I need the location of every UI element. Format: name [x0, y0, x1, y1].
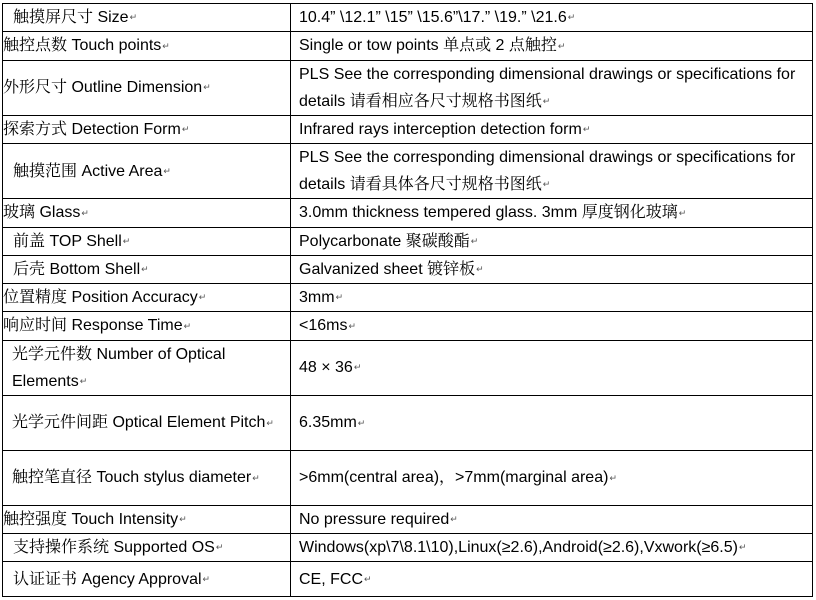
row-value: <16ms	[299, 317, 348, 335]
row-label-cell	[3, 340, 291, 395]
row-label-cell	[3, 562, 291, 597]
spec-table-body	[3, 4, 813, 597]
row-label-cell	[3, 227, 291, 255]
spec-table	[2, 3, 813, 597]
table-row	[3, 255, 813, 283]
row-label-cell	[3, 534, 291, 562]
row-label: 光学元件间距 Optical Element Pitch	[12, 414, 266, 432]
table-row	[3, 115, 813, 143]
paragraph-mark-icon: ↵	[181, 124, 190, 135]
row-label: 触摸范围 Active Area	[13, 162, 163, 180]
paragraph-mark-icon: ↵	[353, 362, 362, 373]
row-label: 探索方式 Detection Form	[3, 120, 181, 138]
paragraph-mark-icon: ↵	[163, 165, 171, 176]
row-label: 玻璃 Glass	[3, 204, 81, 222]
paragraph-mark-icon: ↵	[141, 264, 149, 275]
row-value-cell	[291, 312, 813, 340]
paragraph-mark-icon: ↵	[179, 514, 187, 525]
paragraph-mark-icon: ↵	[252, 472, 260, 483]
row-label-cell	[3, 60, 291, 115]
paragraph-mark-icon: ↵	[183, 320, 192, 331]
row-label-cell	[3, 312, 291, 340]
paragraph-mark-icon: ↵	[348, 320, 357, 331]
paragraph-mark-icon: ↵	[129, 12, 138, 23]
row-label: 认证证书 Agency Approval	[13, 570, 202, 588]
table-row	[3, 534, 813, 562]
row-value: No pressure required	[299, 510, 450, 528]
paragraph-mark-icon: ↵	[79, 375, 88, 386]
paragraph-mark-icon: ↵	[202, 574, 211, 585]
table-row	[3, 32, 813, 60]
row-value: PLS See the corresponding dimensional drawings or specifications for details 请看相应各尺寸规格书图纸	[299, 65, 796, 110]
row-label: 触控笔直径 Touch stylus diameter	[12, 469, 252, 487]
paragraph-mark-icon: ↵	[122, 235, 131, 246]
row-value-cell	[291, 199, 813, 227]
row-value: Polycarbonate 聚碳酸酯	[299, 232, 470, 250]
paragraph-mark-icon: ↵	[609, 472, 617, 483]
row-label: 触摸屏尺寸 Size	[13, 9, 129, 26]
row-value: 48 × 36	[299, 359, 353, 377]
row-value-cell	[291, 255, 813, 283]
paragraph-mark-icon: ↵	[542, 179, 551, 190]
row-label-cell	[3, 450, 291, 505]
paragraph-mark-icon: ↵	[162, 40, 170, 51]
table-row	[3, 562, 813, 597]
row-value-cell	[291, 284, 813, 312]
paragraph-mark-icon: ↵	[198, 292, 207, 303]
row-label: 触控点数 Touch points	[3, 37, 162, 55]
table-row	[3, 144, 813, 199]
row-value-cell	[291, 115, 813, 143]
row-value-cell	[291, 340, 813, 395]
paragraph-mark-icon: ↵	[470, 235, 479, 246]
row-label: 后壳 Bottom Shell	[13, 260, 141, 278]
table-row	[3, 450, 813, 505]
paragraph-mark-icon: ↵	[203, 82, 211, 93]
row-value: 10.4” \12.1” \15” \15.6”\17.” \19.” \21.6	[299, 9, 567, 26]
row-value-cell	[291, 227, 813, 255]
table-row	[3, 505, 813, 533]
paragraph-mark-icon: ↵	[450, 514, 458, 525]
table-row	[3, 4, 813, 32]
paragraph-mark-icon: ↵	[335, 292, 344, 303]
paragraph-mark-icon: ↵	[357, 417, 366, 428]
row-value: 3mm	[299, 289, 335, 307]
row-label-cell	[3, 32, 291, 60]
paragraph-mark-icon: ↵	[266, 417, 274, 428]
paragraph-mark-icon: ↵	[557, 40, 566, 51]
row-label-cell	[3, 115, 291, 143]
row-value-cell	[291, 534, 813, 562]
row-value-cell	[291, 562, 813, 597]
table-row	[3, 284, 813, 312]
row-label: 响应时间 Response Time	[3, 317, 183, 335]
paragraph-mark-icon: ↵	[81, 207, 89, 218]
row-value: PLS See the corresponding dimensional drawings or specifications for details 请看具体各尺寸规格书图纸	[299, 149, 796, 194]
paragraph-mark-icon: ↵	[678, 207, 687, 218]
row-value-cell	[291, 4, 813, 32]
row-value-cell	[291, 395, 813, 450]
table-row	[3, 227, 813, 255]
row-label-cell	[3, 199, 291, 227]
paragraph-mark-icon: ↵	[215, 542, 224, 553]
row-value: Galvanized sheet 镀锌板	[299, 260, 476, 278]
table-row	[3, 199, 813, 227]
row-value-cell	[291, 60, 813, 115]
row-label: 支持操作系统 Supported OS	[13, 539, 215, 557]
table-row	[3, 60, 813, 115]
row-value-cell	[291, 32, 813, 60]
table-row	[3, 395, 813, 450]
table-row	[3, 312, 813, 340]
row-value: 3.0mm thickness tempered glass. 3mm 厚度钢化玻璃	[299, 204, 678, 222]
paragraph-mark-icon: ↵	[476, 264, 484, 275]
row-label-cell	[3, 144, 291, 199]
row-label-cell	[3, 284, 291, 312]
table-row	[3, 340, 813, 395]
paragraph-mark-icon: ↵	[567, 12, 576, 23]
row-value: 6.35mm	[299, 414, 357, 432]
paragraph-mark-icon: ↵	[364, 574, 372, 585]
paragraph-mark-icon: ↵	[738, 542, 747, 553]
row-label: 触控强度 Touch Intensity	[3, 510, 179, 528]
row-value: CE, FCC	[299, 570, 363, 588]
paragraph-mark-icon: ↵	[542, 95, 551, 106]
row-value: Single or tow points 单点或 2 点触控	[299, 37, 557, 55]
row-label-cell	[3, 255, 291, 283]
row-value: >6mm(central area)，>7mm(marginal area)	[299, 469, 609, 487]
row-label-cell	[3, 395, 291, 450]
row-label: 位置精度 Position Accuracy	[3, 289, 198, 307]
row-label: 前盖 TOP Shell	[13, 232, 122, 250]
paragraph-mark-icon: ↵	[582, 124, 591, 135]
row-label: 外形尺寸 Outline Dimension	[3, 79, 203, 97]
row-label-cell	[3, 505, 291, 533]
row-value: Windows(xp\7\8.1\10),Linux(≥2.6),Android(≥2.6),Vxwork(≥6.5)	[299, 539, 738, 557]
row-value: Infrared rays interception detection form	[299, 120, 582, 138]
row-label-cell	[3, 4, 291, 32]
row-value-cell	[291, 450, 813, 505]
row-value-cell	[291, 144, 813, 199]
row-label: 光学元件数 Number of Optical Elements	[12, 345, 226, 390]
row-value-cell	[291, 505, 813, 533]
